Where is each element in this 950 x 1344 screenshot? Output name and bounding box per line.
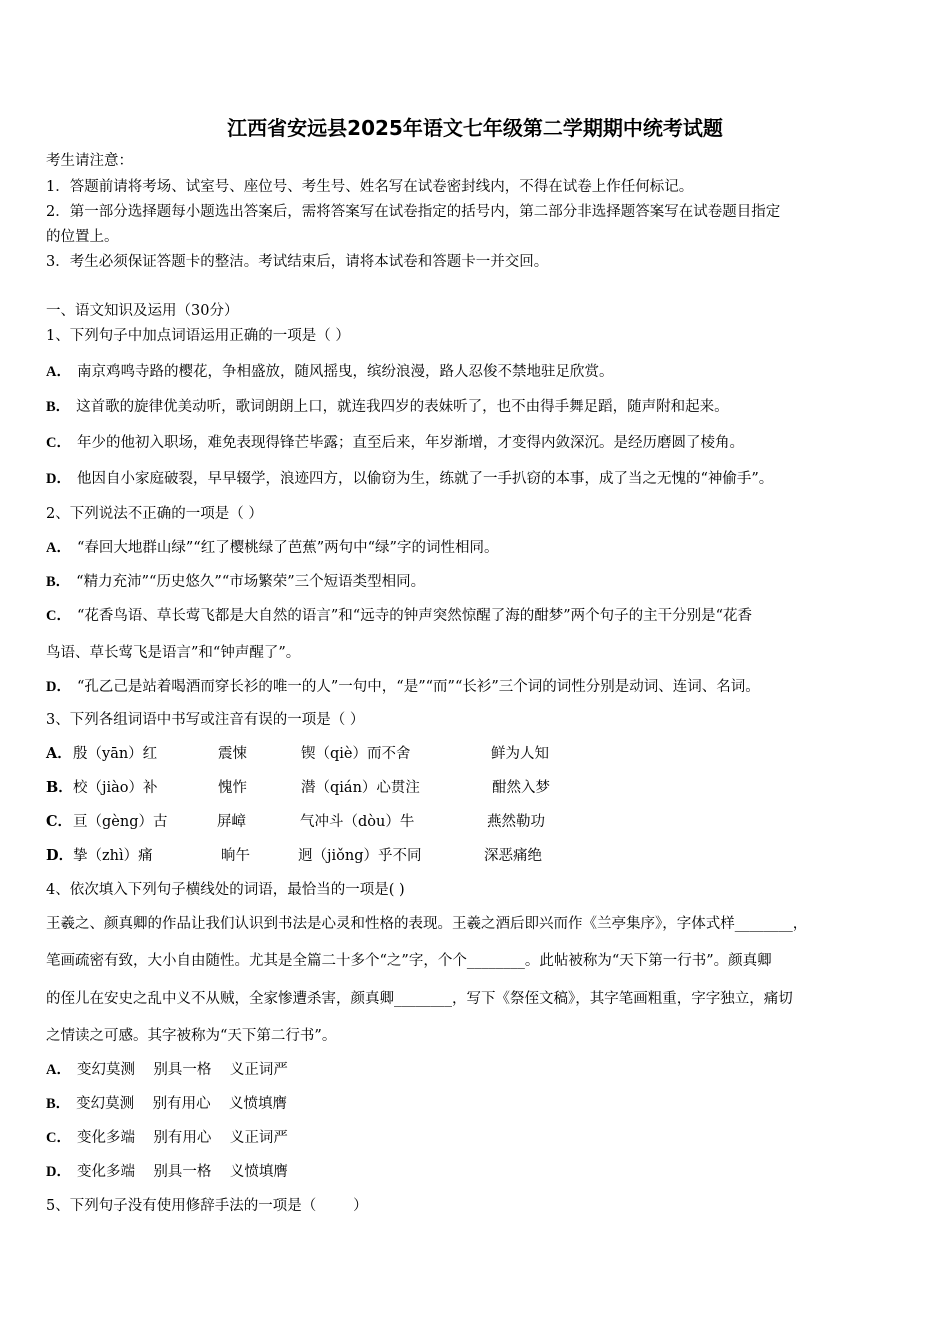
option-text: “花香鸟语、草长莺飞都是大自然的语言”和“远寺的钟声突然惊醒了海的酣梦”两个句子的主干分别是“花香	[76, 608, 753, 624]
question-stem: 2、下列说法不正确的一项是（ ）	[46, 506, 263, 522]
option-label: D．	[46, 679, 71, 695]
option-text: 鸟语、草长莺飞是语言”和“钟声醒了”。	[46, 645, 301, 661]
option-c	[46, 1128, 288, 1148]
word-cell: 深恶痛绝	[484, 848, 542, 864]
option-label: A．	[46, 745, 72, 762]
question-stem: 4、依次填入下列句子横线处的词语，最恰当的一项是( )	[46, 882, 405, 898]
word-cell: 屏嶂	[217, 814, 246, 830]
option-text: “孔乙己是站着喝酒而穿长衫的唯一的人”一句中，“是”“而”“长衫”三个词的词性分别是动词、连词、名词。	[76, 679, 760, 695]
option-a	[46, 538, 498, 558]
option-label: A．	[46, 1062, 71, 1078]
option-text: 变化多端 别具一格 义愤填膺	[76, 1164, 288, 1180]
word-cell: 燕然勒功	[487, 814, 545, 830]
option-c	[46, 433, 744, 453]
word-cell: 晌午	[221, 848, 250, 864]
passage-line: 之情读之可感。其字被称为“天下第二行书”。	[46, 1028, 337, 1044]
option-label: B．	[46, 574, 71, 590]
notice-item: 2．第一部分选择题每小题选出答案后，需将答案写在试卷指定的括号内，第二部分非选择题答案写在试卷题目指定	[46, 204, 781, 220]
option-label: D．	[46, 471, 71, 487]
word-cell: 迥（jiǒng）乎不同	[298, 848, 422, 864]
word-cell: 挚（zhì）痛	[73, 848, 153, 864]
word-cell: 殷（yān）红	[73, 746, 158, 762]
word-cell: 气冲斗（dòu）牛	[300, 814, 415, 830]
option-a	[46, 1060, 288, 1080]
option-text: 变幻莫测 别有用心 义愤填膺	[76, 1096, 288, 1112]
option-d	[46, 469, 773, 489]
option-b	[46, 572, 425, 592]
passage-line: 的侄儿在安史之乱中义不从贼，全家惨遭杀害，颜真卿________，写下《祭侄文稿》，其字笔画粗重，字字独立，痛切	[46, 991, 793, 1007]
notice-item: 1．答题前请将考场、试室号、座位号、考生号、姓名写在试卷密封线内，不得在试卷上作任何标记。	[46, 179, 694, 195]
option-text: 他因自小家庭破裂，早早辍学，浪迹四方，以偷窃为生，练就了一手扒窃的本事，成了当之无愧的“神偷手”。	[76, 471, 774, 487]
option-d	[46, 677, 760, 697]
page-title: 江西省安远县2025年语文七年级第二学期期中统考试题	[227, 116, 723, 140]
option-text: “春回大地群山绿”“红了樱桃绿了芭蕉”两句中“绿”字的词性相同。	[76, 540, 499, 556]
word-cell: 鲜为人知	[491, 746, 549, 762]
passage-line: 王羲之、颜真卿的作品让我们认识到书法是心灵和性格的表现。王羲之酒后即兴而作《兰亭集序》，字体式样________，	[46, 916, 808, 932]
word-cell: 愧怍	[218, 780, 247, 796]
section-heading: 一、语文知识及运用（30分）	[46, 303, 239, 319]
option-text: “精力充沛”“历史悠久”“市场繁荣”三个短语类型相同。	[76, 574, 426, 590]
option-c	[46, 606, 752, 626]
option-label: B．	[46, 1096, 71, 1112]
notice-item: 的位置上。	[46, 229, 119, 245]
option-label: C．	[46, 813, 73, 830]
option-label: C．	[46, 435, 71, 451]
passage-line: 笔画疏密有致，大小自由随性。尤其是全篇二十多个“之”字，个个________。此帖被称为“天下第一行书”。颜真卿	[46, 953, 772, 969]
option-text: 变幻莫测 别具一格 义正词严	[76, 1062, 288, 1078]
notice-item: 3．考生必须保证答题卡的整洁。考试结束后，请将本试卷和答题卡一并交回。	[46, 254, 549, 270]
option-label: C．	[46, 1130, 71, 1146]
question-stem: 3、下列各组词语中书写或注音有误的一项是（ ）	[46, 712, 365, 728]
word-cell: 震悚	[218, 746, 247, 762]
option-d	[46, 1162, 288, 1182]
option-label: C．	[46, 608, 71, 624]
question-stem: 5、下列句子没有使用修辞手法的一项是（ ）	[46, 1198, 368, 1214]
option-a	[46, 362, 613, 382]
option-label: A．	[46, 540, 71, 556]
option-label: D．	[46, 1164, 71, 1180]
option-b	[46, 397, 729, 417]
option-label: A．	[46, 364, 71, 380]
notice-heading: 考生请注意：	[46, 153, 133, 169]
option-label: D．	[46, 847, 74, 864]
word-cell: 潜（qián）心贯注	[301, 780, 420, 796]
option-label: B．	[46, 779, 73, 796]
word-cell: 锲（qiè）而不舍	[301, 746, 411, 762]
option-text: 年少的他初入职场，难免表现得锋芒毕露；直至后来，年岁渐增，才变得内敛深沉。是经历磨圆了棱角。	[76, 435, 744, 451]
option-text: 变化多端 别有用心 义正词严	[76, 1130, 288, 1146]
option-c-continued	[46, 643, 300, 663]
option-b	[46, 1094, 287, 1114]
option-label: B．	[46, 399, 71, 415]
option-text: 南京鸡鸣寺路的樱花，争相盛放，随风摇曳，缤纷浪漫，路人忍俊不禁地驻足欣赏。	[76, 364, 614, 380]
word-cell: 亘（gèng）古	[73, 814, 168, 830]
question-stem: 1、下列句子中加点词语运用正确的一项是（ ）	[46, 328, 350, 344]
word-cell: 校（jiào）补	[73, 780, 158, 796]
word-cell: 酣然入梦	[492, 780, 550, 796]
option-text: 这首歌的旋律优美动听，歌词朗朗上口，就连我四岁的表妹听了，也不由得手舞足蹈，随声附和起来。	[76, 399, 729, 415]
